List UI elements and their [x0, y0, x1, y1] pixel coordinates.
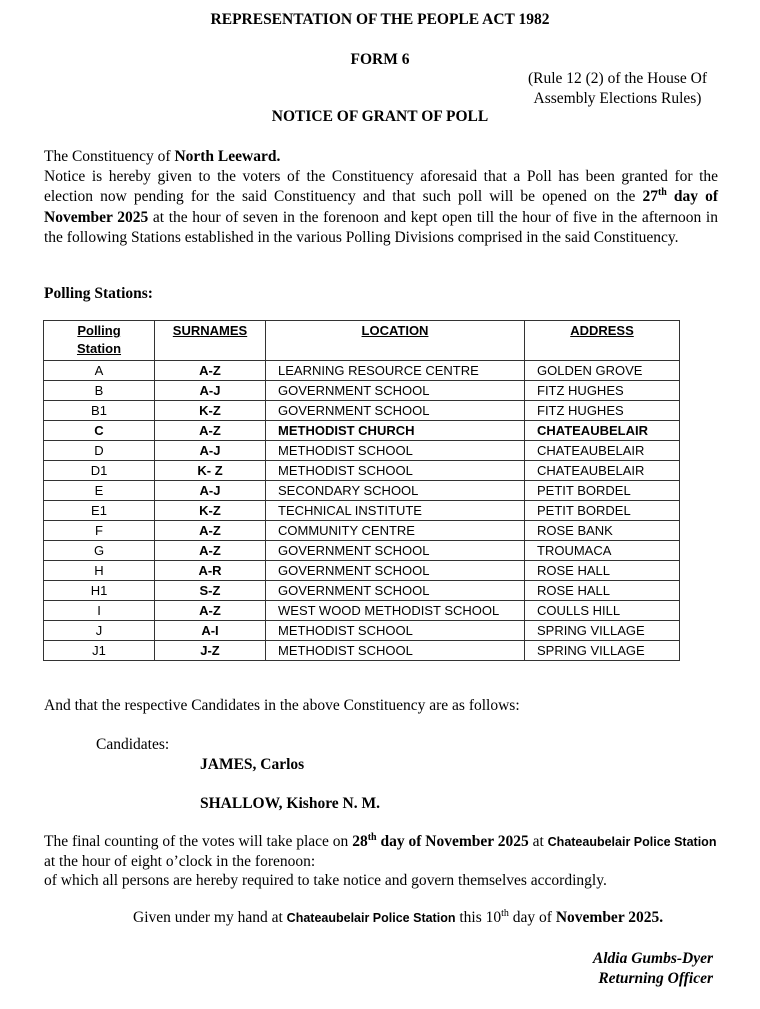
- cell-address: PETIT BORDEL: [525, 501, 680, 521]
- counting-text-1: The final counting of the votes will take place on: [44, 833, 353, 850]
- cell-station: B1: [44, 401, 155, 421]
- cell-station: I: [44, 601, 155, 621]
- cell-station: B: [44, 381, 155, 401]
- candidates-label: Candidates:: [96, 736, 170, 753]
- cell-address: ROSE HALL: [525, 561, 680, 581]
- cell-surnames: A-R: [155, 561, 266, 581]
- cell-address: CHATEAUBELAIR: [525, 441, 680, 461]
- constituency-prefix: The Constituency of: [44, 148, 175, 165]
- cell-location: COMMUNITY CENTRE: [266, 521, 525, 541]
- counting-date: day of November 2025: [376, 833, 529, 850]
- table-row: [44, 501, 680, 521]
- cell-surnames: A-J: [155, 481, 266, 501]
- table-row: [44, 581, 680, 601]
- cell-address: CHATEAUBELAIR: [525, 421, 680, 441]
- cell-location: METHODIST SCHOOL: [266, 641, 525, 661]
- header-surnames: SURNAMES: [155, 321, 266, 361]
- counting-text-3: of which all persons are hereby required to take notice and govern themselves accordingly.: [44, 872, 607, 889]
- poll-day-suffix: th: [657, 187, 667, 199]
- cell-surnames: A-Z: [155, 541, 266, 561]
- cell-surnames: K- Z: [155, 461, 266, 481]
- rule-line-1: (Rule 12 (2) of the House Of: [527, 70, 708, 87]
- rule-reference: [510, 69, 725, 109]
- notice-title: NOTICE OF GRANT OF POLL: [271, 108, 489, 125]
- cell-location: TECHNICAL INSTITUTE: [266, 501, 525, 521]
- cell-station: F: [44, 521, 155, 541]
- notice-paragraph: [44, 147, 718, 248]
- cell-surnames: S-Z: [155, 581, 266, 601]
- officer-name: Aldia Gumbs-Dyer: [592, 950, 713, 967]
- table-row: [44, 441, 680, 461]
- act-title: REPRESENTATION OF THE PEOPLE ACT 1982: [210, 11, 550, 28]
- candidate-name: SHALLOW, Kishore N. M.: [200, 795, 380, 812]
- cell-station: G: [44, 541, 155, 561]
- cell-address: FITZ HUGHES: [525, 381, 680, 401]
- table-row: [44, 381, 680, 401]
- cell-address: SPRING VILLAGE: [525, 621, 680, 641]
- cell-station: H1: [44, 581, 155, 601]
- cell-station: J: [44, 621, 155, 641]
- cell-location: WEST WOOD METHODIST SCHOOL: [266, 601, 525, 621]
- cell-location: METHODIST SCHOOL: [266, 441, 525, 461]
- counting-day-suffix: th: [367, 831, 377, 843]
- cell-surnames: A-J: [155, 381, 266, 401]
- table-row: [44, 561, 680, 581]
- polling-stations-heading: Polling Stations:: [44, 285, 153, 302]
- poll-date: day of November 2025: [44, 188, 718, 226]
- cell-surnames: A-Z: [155, 361, 266, 381]
- rule-line-2: Assembly Elections Rules): [533, 90, 702, 107]
- cell-location: GOVERNMENT SCHOOL: [266, 541, 525, 561]
- cell-location: LEARNING RESOURCE CENTRE: [266, 361, 525, 381]
- counting-text-2: at the hour of eight o’clock in the forenoon:: [44, 853, 316, 870]
- cell-station: D: [44, 441, 155, 461]
- cell-location: GOVERNMENT SCHOOL: [266, 561, 525, 581]
- cell-surnames: A-J: [155, 441, 266, 461]
- cell-station: D1: [44, 461, 155, 481]
- table-row: [44, 541, 680, 561]
- cell-station: E: [44, 481, 155, 501]
- table-row: [44, 461, 680, 481]
- signature-block: [560, 949, 713, 989]
- counting-place: Chateaubelair Police Station: [547, 835, 717, 849]
- cell-address: PETIT BORDEL: [525, 481, 680, 501]
- cell-location: METHODIST SCHOOL: [266, 621, 525, 641]
- cell-surnames: A-Z: [155, 521, 266, 541]
- table-row: [44, 521, 680, 541]
- cell-location: SECONDARY SCHOOL: [266, 481, 525, 501]
- constituency-name: North Leeward.: [174, 148, 281, 165]
- officer-title: Returning Officer: [598, 970, 713, 987]
- given-place: Chateaubelair Police Station: [286, 911, 456, 925]
- form-number: FORM 6: [350, 51, 410, 68]
- candidate-name: JAMES, Carlos: [200, 756, 305, 773]
- counting-paragraph: The final counting of the votes will take place on 28th day of November 2025 at Chateaubelair Police Station at the hour of eight o’clock in the forenoon: of which all persons are hereby required to take notice and govern themselves accordingly.: [44, 831, 717, 889]
- cell-location: GOVERNMENT SCHOOL: [266, 381, 525, 401]
- header-location: LOCATION: [266, 321, 525, 361]
- polling-stations-table: [43, 320, 680, 661]
- cell-surnames: A-Z: [155, 421, 266, 441]
- cell-surnames: K-Z: [155, 401, 266, 421]
- cell-location: METHODIST SCHOOL: [266, 461, 525, 481]
- cell-location: GOVERNMENT SCHOOL: [266, 401, 525, 421]
- cell-address: CHATEAUBELAIR: [525, 461, 680, 481]
- cell-address: FITZ HUGHES: [525, 401, 680, 421]
- cell-location: METHODIST CHURCH: [266, 421, 525, 441]
- cell-station: C: [44, 421, 155, 441]
- cell-address: TROUMACA: [525, 541, 680, 561]
- cell-address: COULLS HILL: [525, 601, 680, 621]
- table-row: [44, 481, 680, 501]
- cell-address: ROSE BANK: [525, 521, 680, 541]
- table-row: [44, 621, 680, 641]
- cell-address: GOLDEN GROVE: [525, 361, 680, 381]
- notice-text-1: Notice is hereby given to the voters of the Constituency aforesaid that a Poll has been granted for the election now pending for the said Constituency and that such poll will be opened on the: [44, 168, 718, 206]
- cell-surnames: A-Z: [155, 601, 266, 621]
- counting-day-number: 28: [352, 833, 368, 850]
- table-row: [44, 401, 680, 421]
- candidates-intro: And that the respective Candidates in the above Constituency are as follows:: [44, 697, 520, 714]
- cell-address: ROSE HALL: [525, 581, 680, 601]
- header-address: ADDRESS: [525, 321, 680, 361]
- cell-surnames: A-I: [155, 621, 266, 641]
- cell-surnames: K-Z: [155, 501, 266, 521]
- poll-day-number: 27: [642, 188, 658, 206]
- cell-address: SPRING VILLAGE: [525, 641, 680, 661]
- cell-location: GOVERNMENT SCHOOL: [266, 581, 525, 601]
- table-row: [44, 641, 680, 661]
- cell-station: J1: [44, 641, 155, 661]
- given-date: November 2025.: [555, 909, 664, 926]
- header-polling-station: Polling Station: [44, 321, 155, 361]
- table-header-row: [44, 321, 680, 361]
- cell-station: H: [44, 561, 155, 581]
- table-row: [44, 361, 680, 381]
- notice-text-2: at the hour of seven in the forenoon and kept open till the hour of five in the afternoon in the following Stations established in the various Polling Divisions comprised in the said Constituency.: [44, 208, 718, 246]
- cell-station: E1: [44, 501, 155, 521]
- cell-surnames: J-Z: [155, 641, 266, 661]
- table-row: [44, 601, 680, 621]
- given-under-hand: Given under my hand at Chateaubelair Police Station this 10th day of November 2025.: [133, 907, 664, 926]
- cell-station: A: [44, 361, 155, 381]
- table-row: [44, 421, 680, 441]
